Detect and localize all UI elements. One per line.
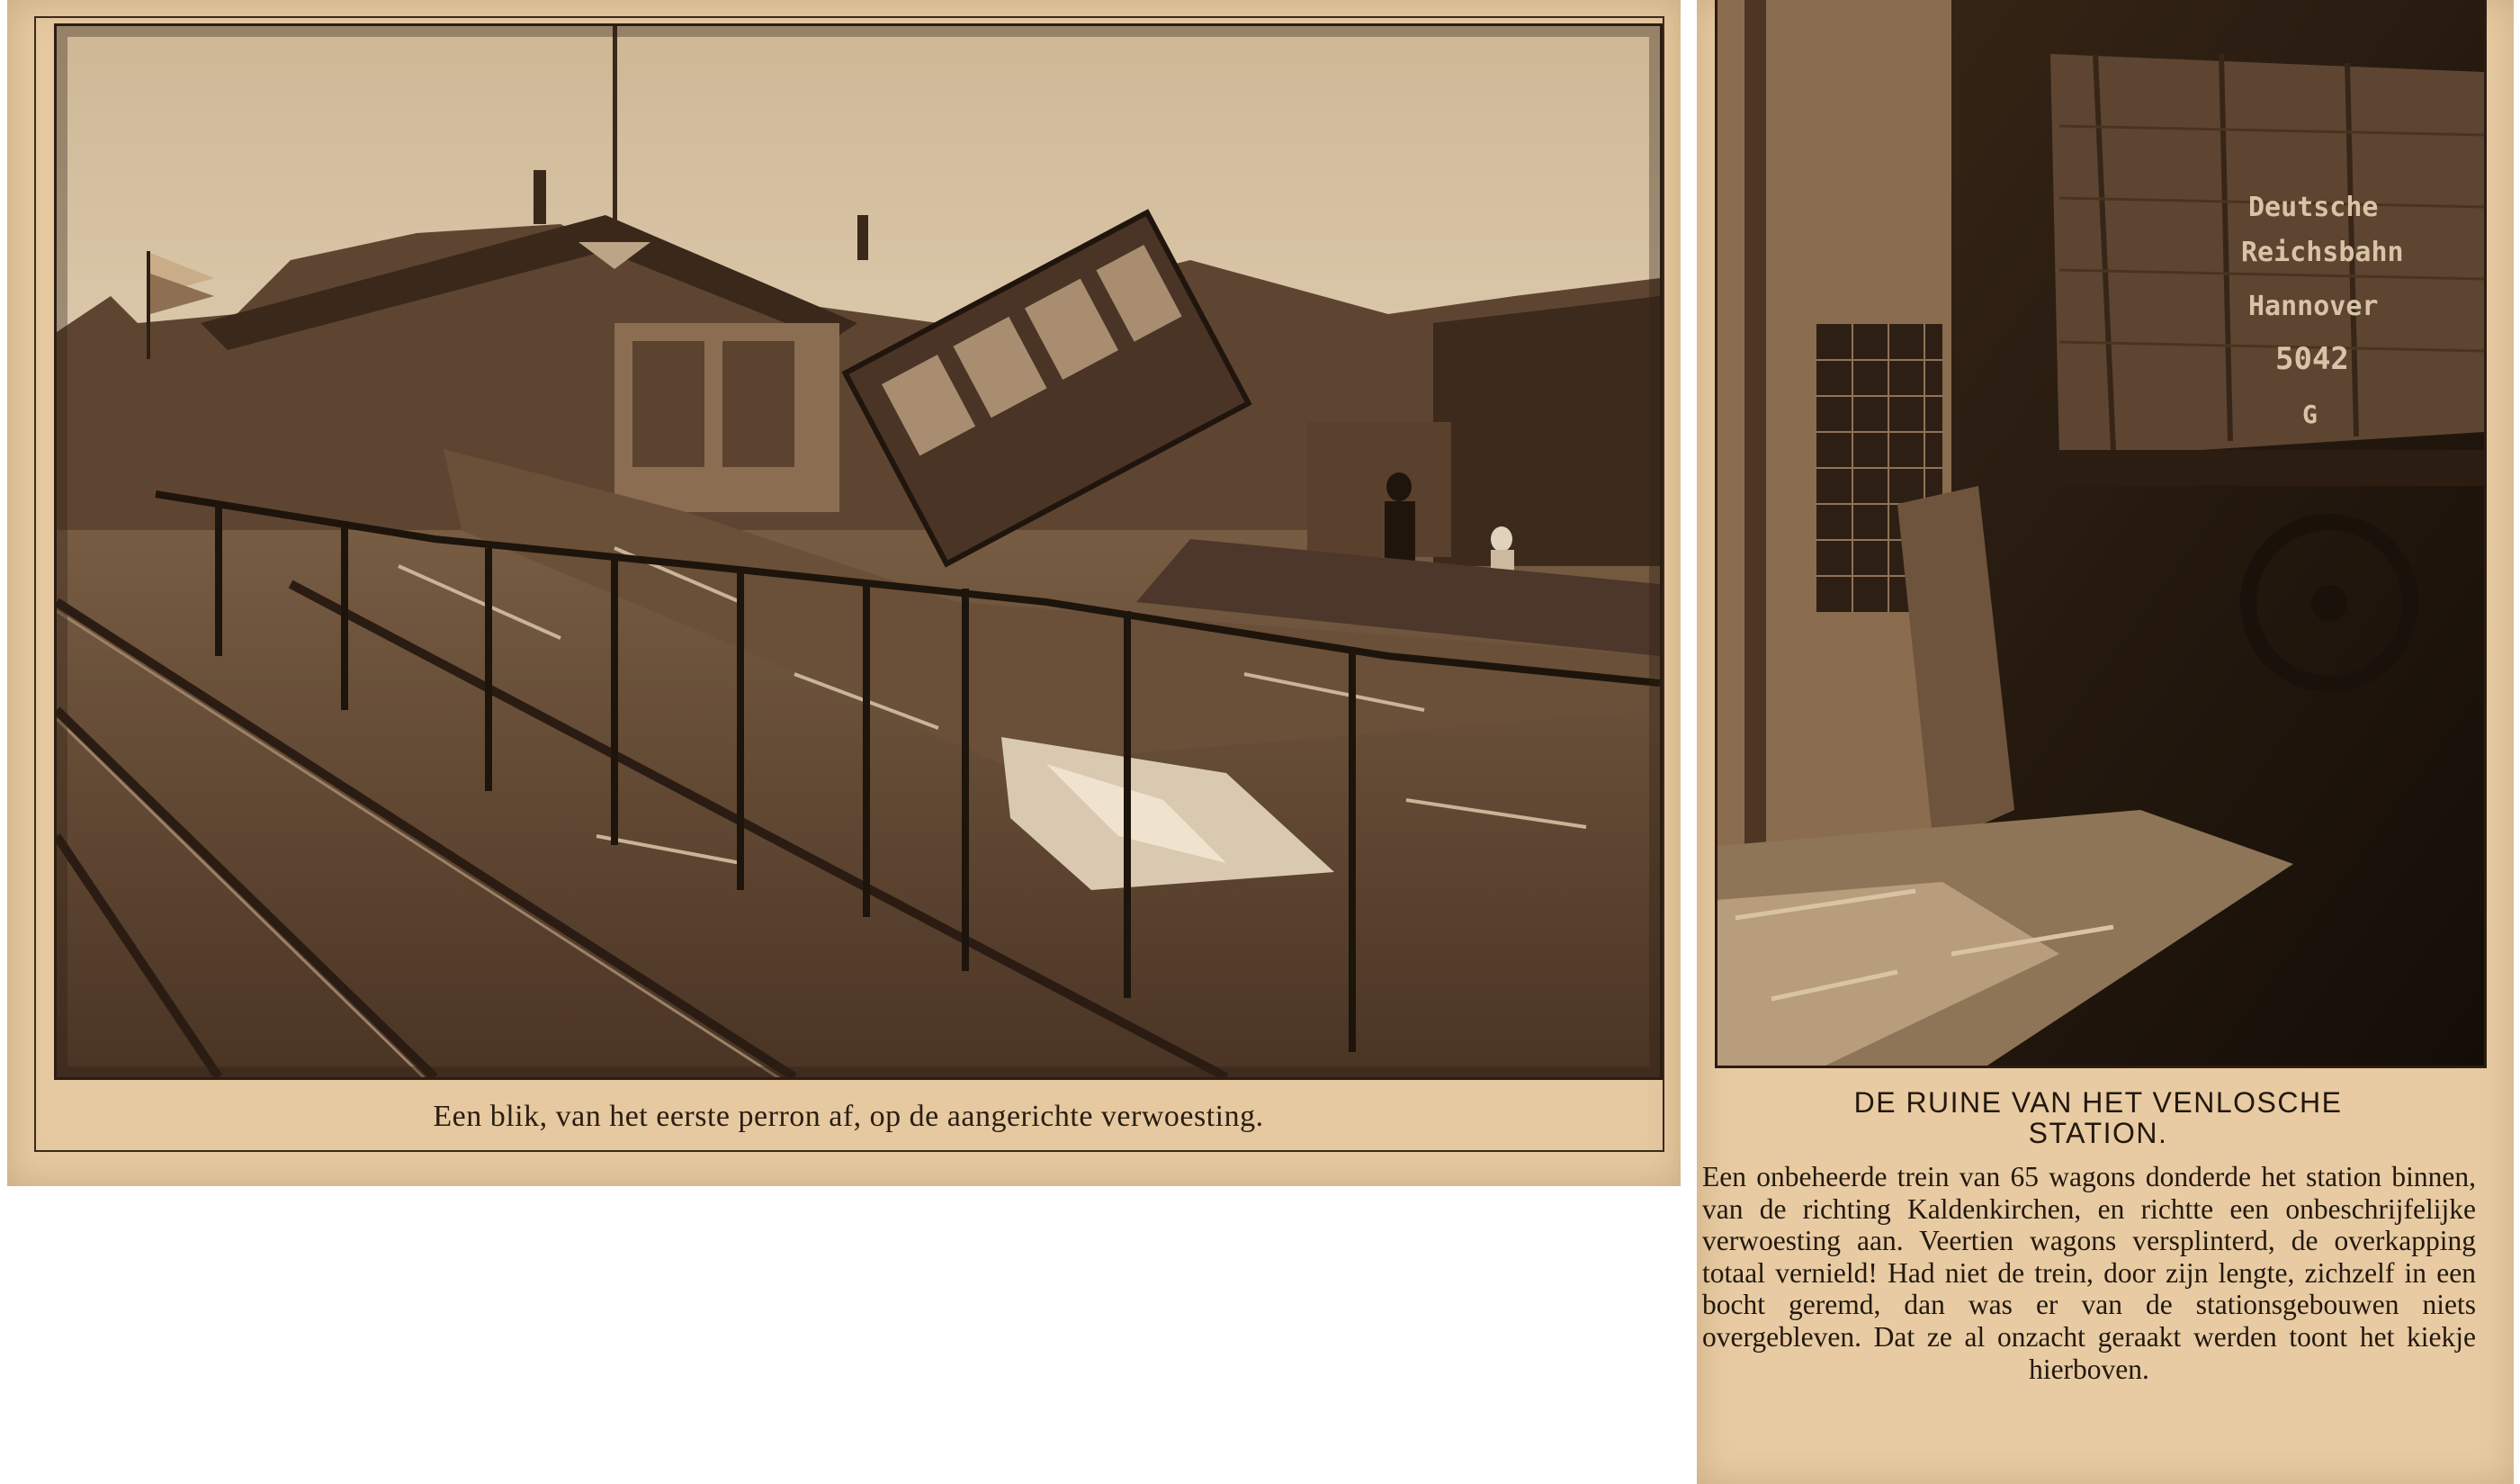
article-heading-line-1: DE RUINE VAN HET VENLOSCHE	[1853, 1086, 2343, 1119]
wagon-text-4: 5042	[2275, 341, 2349, 377]
left-clipping	[7, 0, 1681, 1186]
wagon-text-2: Reichsbahn	[2241, 237, 2404, 268]
right-clipping	[1697, 0, 2514, 1484]
article-heading	[1715, 1087, 2481, 1148]
left-photo-caption: Een blik, van het eerste perron af, op de aangerichte verwoesting.	[433, 1100, 1264, 1133]
article-heading-line-2: STATION.	[2028, 1117, 2168, 1149]
wagon-text-1: Deutsche	[2248, 192, 2379, 223]
wagon-text-3: Hannover	[2248, 291, 2379, 322]
freight-wagon-photo	[1715, 0, 2487, 1068]
article-body: Een onbeheerde trein van 65 wagons donderde het station binnen, van de richting Kaldenkirchen, en richtte een onbeschrijfelijke verwoesting aan. Veertien wagons versplinterd, de overkapping totaal vernield! Had niet de trein, door zijn lengte, zichzelf in een bocht geremd, dan was er van de stationsgebouwen niets overgebleven. Dat ze al onzacht geraakt werden toont het kiekje hierboven.	[1702, 1161, 2476, 1385]
freight-wagon-illustration	[1717, 0, 2484, 1066]
station-wreck-illustration	[57, 26, 1660, 1077]
station-wreck-photo	[54, 23, 1663, 1080]
wagon-text-5: G	[2302, 400, 2318, 429]
